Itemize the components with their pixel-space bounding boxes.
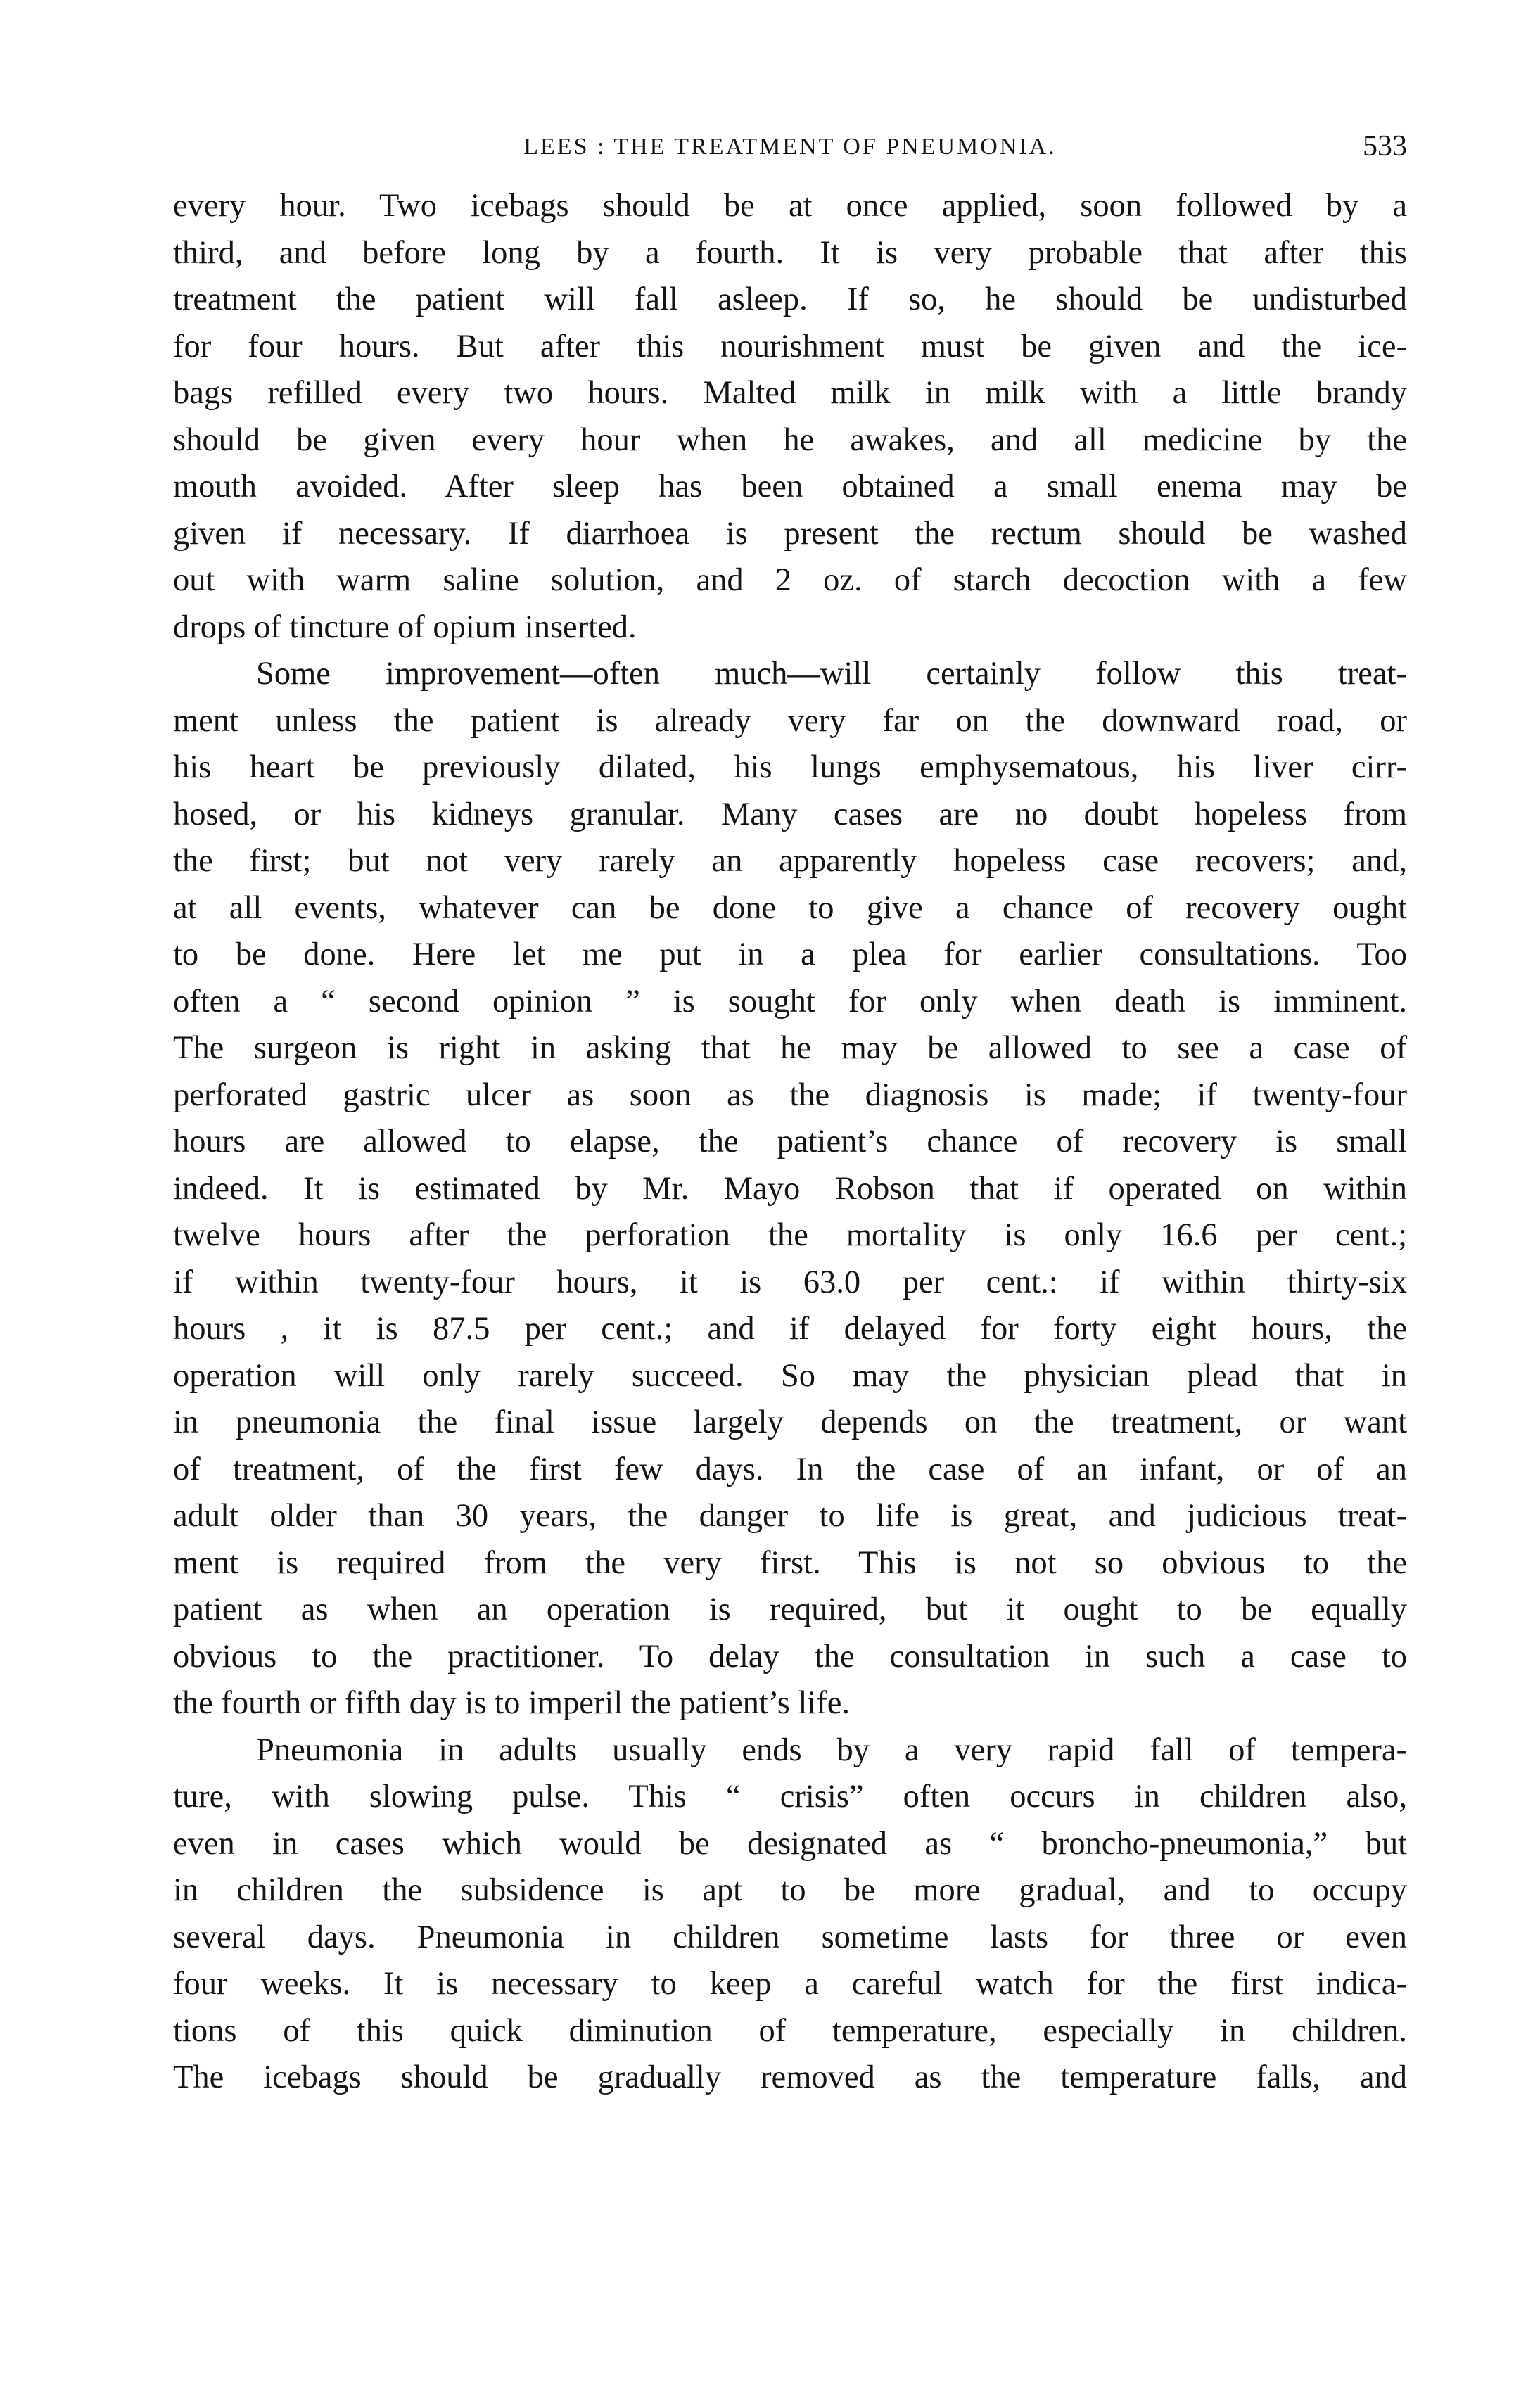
paragraph <box>173 1727 1407 2102</box>
text-line: indeed. It is estimated by Mr. Mayo Robson that if operated on within <box>173 1170 1407 1207</box>
body-text <box>173 183 1407 2102</box>
text-line: his heart be previously dilated, his lungs emphysematous, his liver cirr- <box>173 749 1407 785</box>
text-line: hours , it is 87.5 per cent.; and if delayed for forty eight hours, the <box>173 1311 1407 1347</box>
text-line: at all events, whatever can be done to give a chance of recovery ought <box>173 889 1407 926</box>
text-line: The icebags should be gradually removed as the temperature falls, and <box>173 2059 1407 2095</box>
text-line: if within twenty-four hours, it is 63.0 per cent.: if within thirty-six <box>173 1264 1407 1300</box>
paragraph <box>173 651 1407 1727</box>
text-line: Pneumonia in adults usually ends by a very rapid fall of tempera- <box>256 1732 1407 1768</box>
text-line: tions of this quick diminution of temperature, especially in children. <box>173 2012 1407 2049</box>
text-line: perforated gastric ulcer as soon as the diagnosis is made; if twenty-four <box>173 1076 1407 1113</box>
text-line: given if necessary. If diarrhoea is present the rectum should be washed <box>173 515 1407 552</box>
text-line: third, and before long by a fourth. It is very probable that after this <box>173 234 1407 271</box>
text-line: for four hours. But after this nourishment must be given and the ice- <box>173 328 1407 364</box>
text-line: treatment the patient will fall asleep. If so, he should be undisturbed <box>173 281 1407 317</box>
text-line: out with warm saline solution, and 2 oz. of starch decoction with a few <box>173 562 1407 598</box>
document-page <box>173 127 1407 2102</box>
text-line: hosed, or his kidneys granular. Many cases are no doubt hopeless from <box>173 796 1407 832</box>
text-line: the first; but not very rarely an apparently hopeless case recovers; and, <box>173 843 1407 879</box>
text-line: Some improvement—often much—will certainly follow this treat- <box>256 656 1407 692</box>
text-line: twelve hours after the perforation the mortality is only 16.6 per cent.; <box>173 1217 1407 1253</box>
paragraph <box>173 183 1407 651</box>
text-line: often a “ second opinion ” is sought for only when death is imminent. <box>173 983 1407 1020</box>
running-head <box>173 127 1407 183</box>
text-line: ture, with slowing pulse. This “ crisis” often occurs in children also, <box>173 1779 1407 1815</box>
text-line: the fourth or fifth day is to imperil the patient’s life. <box>173 1685 851 1721</box>
text-line: several days. Pneumonia in children sometime lasts for three or even <box>173 1919 1407 1955</box>
text-line: obvious to the practitioner. To delay the consultation in such a case to <box>173 1638 1407 1675</box>
text-line: mouth avoided. After sleep has been obtained a small enema may be <box>173 469 1407 504</box>
running-title: LEES : THE TREATMENT OF PNEUMONIA. <box>523 134 1057 160</box>
text-line: ment is required from the very first. This is not so obvious to the <box>173 1544 1407 1581</box>
text-line: in children the subsidence is apt to be more gradual, and to occupy <box>173 1872 1407 1908</box>
text-line: four weeks. It is necessary to keep a careful watch for the first indica- <box>173 1966 1407 2002</box>
text-line: even in cases which would be designated as “ broncho-pneumonia,” but <box>173 1825 1407 1862</box>
text-line: adult older than 30 years, the danger to life is great, and judicious treat- <box>173 1498 1407 1534</box>
text-line: should be given every hour when he awakes, and all medicine by the <box>173 421 1407 458</box>
page-number: 533 <box>1363 130 1407 163</box>
text-line: hours are allowed to elapse, the patient’s chance of recovery is small <box>173 1124 1407 1160</box>
text-line: every hour. Two icebags should be at once applied, soon followed by a <box>173 188 1407 224</box>
text-line: in pneumonia the final issue largely depends on the treatment, or want <box>173 1404 1407 1440</box>
text-line: to be done. Here let me put in a plea for earlier consultations. Too <box>173 936 1407 972</box>
text-line: patient as when an operation is required, but it ought to be equally <box>173 1592 1407 1627</box>
text-line: bags refilled every two hours. Malted milk in milk with a little brandy <box>173 375 1407 411</box>
text-line: ment unless the patient is already very far on the downward road, or <box>173 702 1407 739</box>
text-line: operation will only rarely succeed. So may the physician plead that in <box>173 1357 1407 1394</box>
text-line: The surgeon is right in asking that he may be allowed to see a case of <box>173 1030 1407 1066</box>
text-line: drops of tincture of opium inserted. <box>173 609 637 645</box>
text-line: of treatment, of the first few days. In the case of an infant, or of an <box>173 1451 1407 1487</box>
